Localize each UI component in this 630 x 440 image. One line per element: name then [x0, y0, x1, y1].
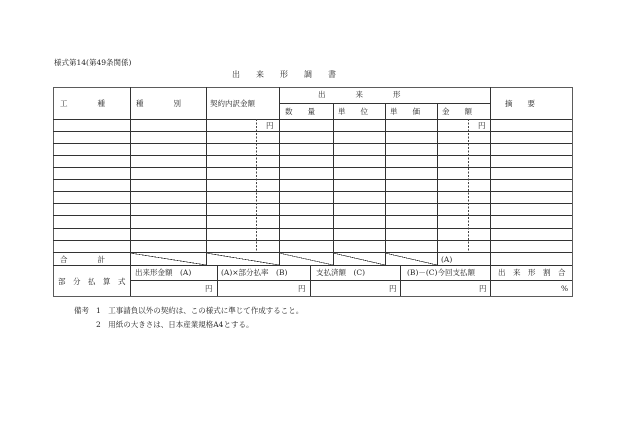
form-id: 様式第14(第49条関係): [54, 58, 132, 67]
pp-col2-unit: 円: [298, 284, 306, 293]
total-a-mark: (A): [441, 255, 453, 264]
keiyaku-yen-unit: 円: [266, 121, 274, 130]
pp-col3-header: 支払済額 (C): [316, 268, 366, 277]
pp-col4-header: (B)－(C)今回支払額: [407, 268, 475, 277]
pp-col3-unit: 円: [389, 284, 397, 293]
partial-payment-label: 部 分 払 算 式: [58, 277, 126, 286]
pp-col2-header: (A)×部分払率 (B): [221, 268, 288, 277]
pp-col1-unit: 円: [205, 284, 213, 293]
notes-label: 備考: [74, 306, 89, 315]
pp-col4-unit: 円: [479, 284, 487, 293]
header-tani: 単 位: [338, 107, 368, 116]
header-tekiyo: 摘 要: [505, 99, 535, 108]
header-koshu: 工 種: [60, 99, 105, 108]
header-keiyaku: 契約内訳金額: [210, 99, 255, 108]
header-dekigata: 出 来 形: [318, 90, 401, 99]
total-label: 合 計: [60, 255, 105, 264]
pp-col5-header: 出 来 形 割 合: [498, 268, 566, 277]
page-title: 出 来 形 調 書: [232, 70, 336, 79]
header-suryo: 数 量: [285, 107, 315, 116]
notes-item-1: 1 工事請負以外の契約は、この様式に準じて作成すること。: [96, 306, 304, 315]
pp-col5-unit: %: [561, 284, 569, 293]
notes-item-2: 2 用紙の大きさは、日本産業規格A4とする。: [96, 320, 254, 329]
header-kingaku: 金 額: [442, 107, 472, 116]
kingaku-yen-unit: 円: [478, 121, 486, 130]
header-shubetsu: 種 別: [136, 99, 181, 108]
header-tanka: 単 価: [390, 107, 420, 116]
pp-col1-header: 出来形金額 (A): [135, 268, 192, 277]
